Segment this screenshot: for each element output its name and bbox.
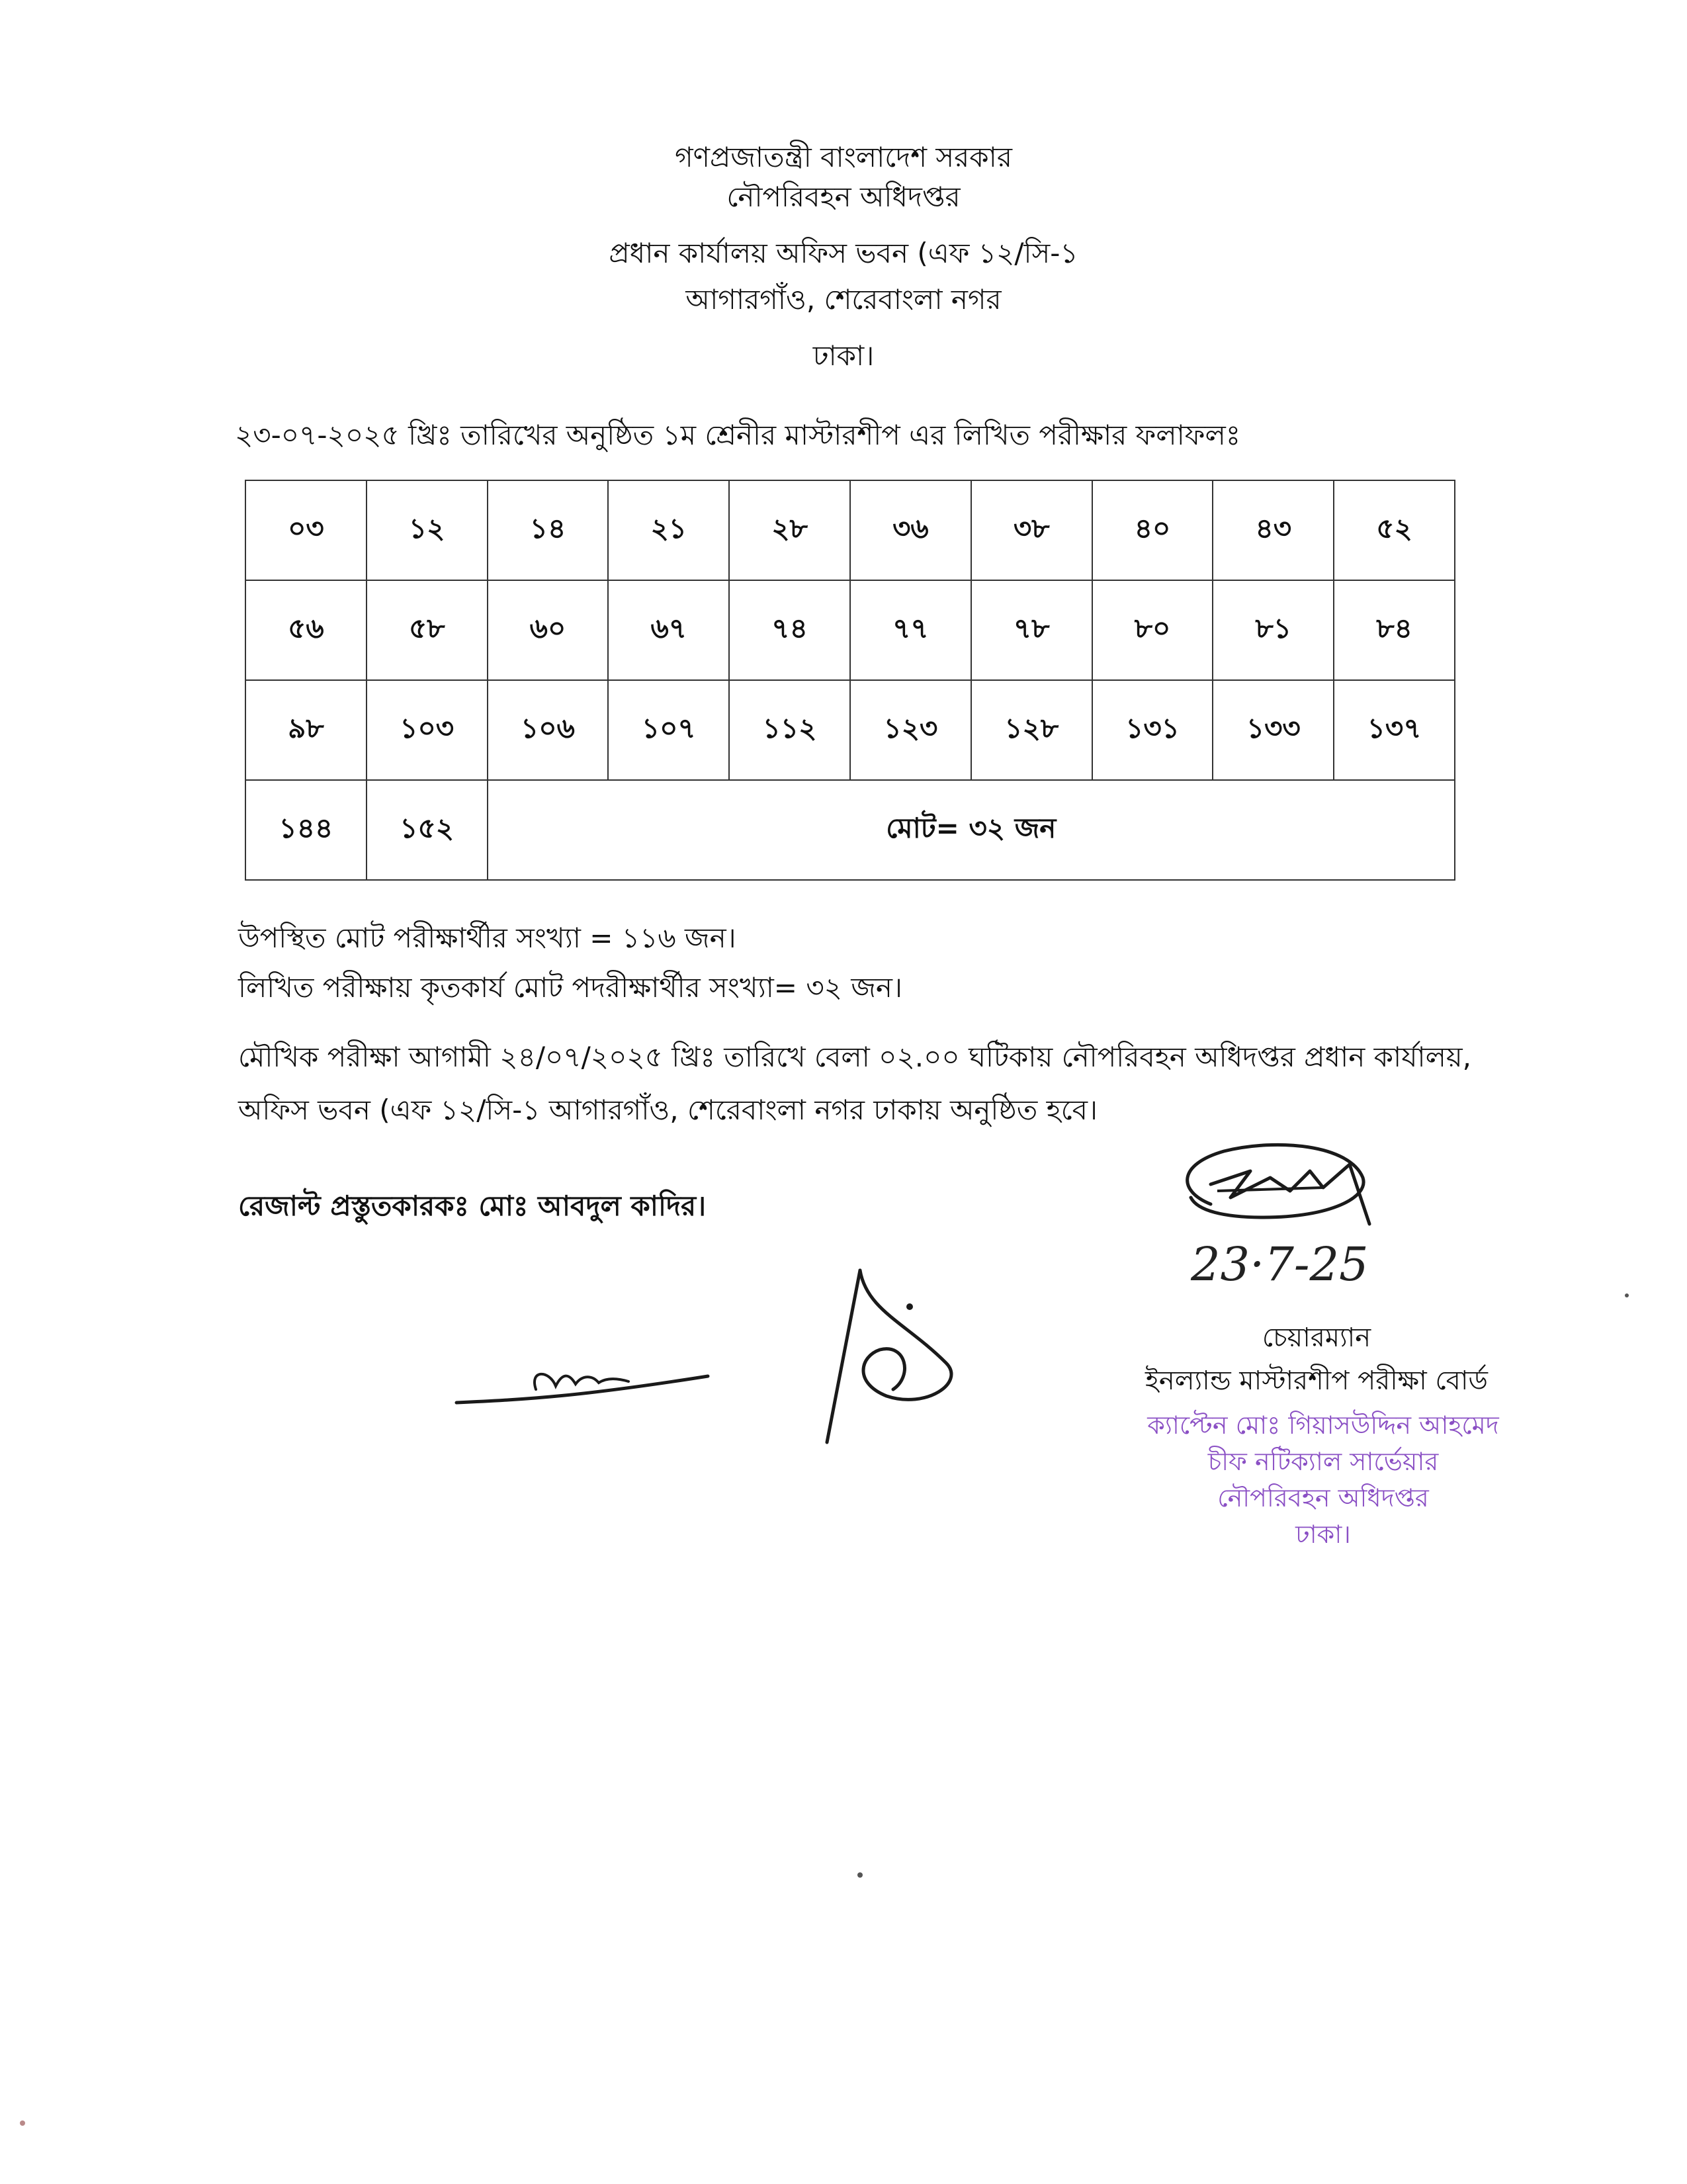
signature-date: 23·7-25 xyxy=(1191,1237,1369,1291)
result-intro: ২৩-০৭-২০২৫ খ্রিঃ তারিখের অনুষ্ঠিত ১ম শ্রেনীর মাস্টারশীপ এর লিখিত পরীক্ষার ফলাফলঃ xyxy=(235,419,1241,451)
roll-cell: ১১২ xyxy=(729,680,850,780)
table-row xyxy=(245,580,1455,680)
table-row xyxy=(245,780,1455,880)
header-government: গণপ্রজাতন্ত্রী বাংলাদেশ সরকার xyxy=(675,141,1012,173)
prepared-by: রেজাল্ট প্রস্তুতকারকঃ মোঃ আবদুল কাদির। xyxy=(238,1190,707,1222)
roll-cell: ২৮ xyxy=(729,480,850,580)
signatory-board: ইনল্যান্ড মাস্টারশীপ পরীক্ষা বোর্ড xyxy=(1145,1366,1488,1396)
header-office: প্রধান কার্যালয় অফিস ভবন (এফ ১২/সি-১ xyxy=(609,237,1078,269)
roll-cell: ১৫২ xyxy=(367,780,488,880)
scan-speck xyxy=(20,2120,25,2126)
roll-cell: ৬৭ xyxy=(608,580,729,680)
header-department: নৌপরিবহন অধিদপ্তর xyxy=(726,181,961,213)
table-row xyxy=(245,680,1455,780)
present-count: উপস্থিত মোট পরীক্ষার্থীর সংখ্যা = ১১৬ জন। xyxy=(238,922,736,954)
roll-cell: ১২ xyxy=(367,480,488,580)
scan-speck xyxy=(1625,1293,1629,1297)
stamp-department: নৌপরিবহন অধিদপ্তর xyxy=(1217,1483,1429,1512)
roll-cell: ৭৪ xyxy=(729,580,850,680)
member-signature-center xyxy=(814,1257,966,1456)
roll-cell: ০৩ xyxy=(245,480,367,580)
roll-cell: ১৩৩ xyxy=(1213,680,1334,780)
roll-cell: ৭৮ xyxy=(971,580,1092,680)
roll-cell: ৬০ xyxy=(488,580,609,680)
signatory-title: চেয়ারম্যান xyxy=(1262,1323,1371,1353)
roll-cell: ১০৩ xyxy=(367,680,488,780)
roll-cell: ১২৩ xyxy=(850,680,971,780)
chairman-signature xyxy=(1151,1125,1416,1250)
roll-cell: ৩৬ xyxy=(850,480,971,580)
stamp-designation: চীফ নটিক্যাল সার্ভেয়ার xyxy=(1207,1447,1439,1476)
roll-cell: ৭৭ xyxy=(850,580,971,680)
member-signature-left xyxy=(450,1343,714,1416)
table-row xyxy=(245,480,1455,580)
roll-cell: ৩৮ xyxy=(971,480,1092,580)
roll-cell: ৪৩ xyxy=(1213,480,1334,580)
roll-cell: ১৩১ xyxy=(1092,680,1213,780)
roll-cell: ১০৭ xyxy=(608,680,729,780)
stamp-name: ক্যাপ্টেন মোঃ গিয়াসউদ্দিন আহমেদ xyxy=(1147,1411,1499,1440)
roll-cell: ২১ xyxy=(608,480,729,580)
header-area: আগারগাঁও, শেরেবাংলা নগর xyxy=(685,283,1002,316)
roll-cell: ১২৮ xyxy=(971,680,1092,780)
roll-cell: ৯৮ xyxy=(245,680,367,780)
roll-cell: ১৪৪ xyxy=(245,780,367,880)
roll-cell: ৪০ xyxy=(1092,480,1213,580)
header-city: ঢাকা। xyxy=(812,339,875,372)
roll-cell: ৫২ xyxy=(1334,480,1455,580)
total-cell: মোট= ৩২ জন xyxy=(488,780,1455,880)
roll-cell: ৮৪ xyxy=(1334,580,1455,680)
roll-cell: ৮১ xyxy=(1213,580,1334,680)
roll-cell: ১০৬ xyxy=(488,680,609,780)
viva-notice-line1: মৌখিক পরীক্ষা আগামী ২৪/০৭/২০২৫ খ্রিঃ তারিখে বেলা ০২.০০ ঘটিকায় নৌপরিবহন অধিদপ্তর প্রধান কার্যালয়, xyxy=(238,1041,1471,1073)
results-table xyxy=(245,480,1455,881)
roll-cell: ১৪ xyxy=(488,480,609,580)
scan-speck xyxy=(857,1872,863,1878)
roll-cell: ৫৬ xyxy=(245,580,367,680)
passed-count: লিখিত পরীক্ষায় কৃতকার্য মোট পদরীক্ষার্থীর সংখ্যা= ৩২ জন। xyxy=(238,971,902,1004)
viva-notice-line2: অফিস ভবন (এফ ১২/সি-১ আগারগাঁও, শেরেবাংলা নগর ঢাকায় অনুষ্ঠিত হবে। xyxy=(238,1094,1098,1126)
roll-cell: ৫৮ xyxy=(367,580,488,680)
stamp-city: ঢাকা। xyxy=(1295,1520,1351,1549)
roll-cell: ১৩৭ xyxy=(1334,680,1455,780)
roll-cell: ৮০ xyxy=(1092,580,1213,680)
